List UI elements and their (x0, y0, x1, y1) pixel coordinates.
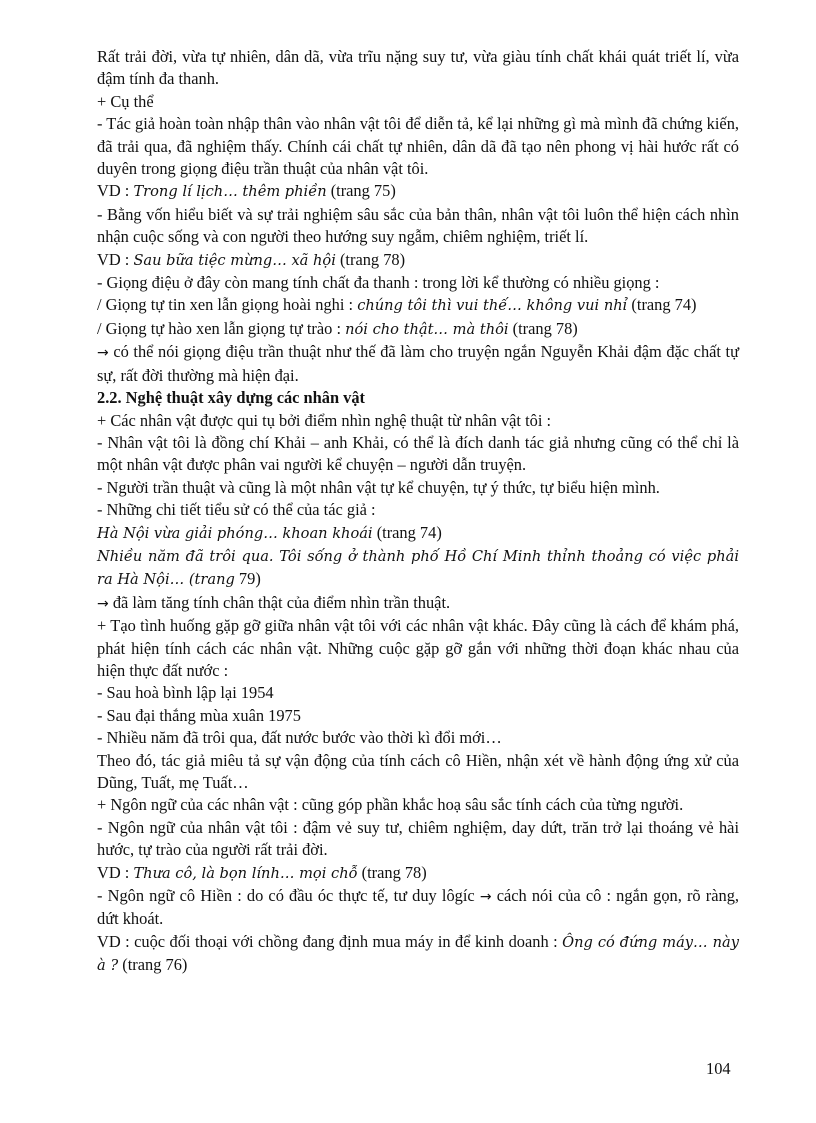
arrow-right-icon: → (97, 345, 109, 362)
quote-text: Hà Nội vừa giải phóng… khoan khoái (97, 524, 373, 542)
heading-text: 2.2. Nghệ thuật xây dựng các nhân vật (97, 388, 366, 408)
example-prefix: VD : (97, 181, 134, 201)
example-page-ref: (trang 78) (335, 249, 406, 269)
paragraph-14 (97, 477, 739, 499)
conclusion-line-2 (97, 592, 739, 615)
example-line-3 (97, 862, 739, 885)
paragraph-text: cách nói của cô : ngắn gọn, rõ ràng, dứt khoát. (97, 886, 739, 929)
example-page-ref: (trang 78) (357, 862, 427, 882)
example-page-ref: (trang 75) (326, 181, 396, 201)
voice-prefix: / Giọng tự hào xen lẫn giọng tự trào : (97, 318, 346, 338)
paragraph-text: Theo đó, tác giả miêu tả sự vận động của tính cách cô Hiền, nhận xét về hành động ứng xử của Dũng, Tuất, mẹ Tuất… (97, 750, 739, 792)
example-prefix: VD : cuộc đối thoại với chồng đang định mua máy in để kinh doanh : (97, 931, 563, 951)
arrow-right-icon: → (479, 889, 492, 906)
paragraph-22 (97, 727, 739, 749)
paragraph-text: - Sau đại thắng mùa xuân 1975 (97, 705, 301, 725)
paragraph-text: - Nhân vật tôi là đồng chí Khải – anh Khải, có thể là đích danh tác giả nhưng cũng có thể chỉ là một nhân vật được phân vai người kể chuyện – người dẫn truyện. (97, 432, 739, 475)
paragraph-25 (97, 817, 739, 862)
quote-page-ref: (trang 74) (372, 522, 442, 542)
voice-prefix: / Giọng tự tin xen lẫn giọng hoài nghi : (97, 295, 358, 315)
conclusion-line-1 (97, 341, 739, 387)
paragraph-27 (97, 885, 739, 931)
example-prefix: VD : (97, 862, 134, 882)
paragraph-3 (97, 113, 739, 180)
example-prefix: VD : (97, 249, 134, 269)
paragraph-15 (97, 499, 739, 521)
paragraph-1 (97, 46, 739, 91)
paragraph-text: - Nhiều năm đã trôi qua, đất nước bước vào thời kì đổi mới… (97, 728, 502, 748)
voice-line-1 (97, 294, 739, 317)
example-quote: Trong lí lịch… thêm phiền (133, 183, 327, 201)
arrow-right-icon: → (97, 595, 109, 612)
voice-line-2 (97, 318, 739, 341)
paragraph-24 (97, 794, 739, 816)
document-body (97, 46, 739, 978)
quote-page-ref: 79) (234, 569, 261, 589)
example-line-2 (97, 249, 739, 272)
paragraph-text: có thể nói giọng điệu trần thuật như thế đã làm cho truyện ngắn Nguyễn Khải đậm đặc chất tự sự, rất đời thường mà hiện đại. (97, 342, 739, 385)
paragraph-text: - Giọng điệu ở đây còn mang tính chất đa thanh : trong lời kể thường có nhiều giọng : (97, 273, 660, 293)
paragraph-12 (97, 410, 739, 432)
paragraph-text: - Ngôn ngữ cô Hiền : do có đầu óc thực tế, tư duy lôgíc (97, 886, 480, 906)
paragraph-13 (97, 432, 739, 477)
example-line-1 (97, 180, 739, 203)
quote-line-1 (97, 522, 739, 545)
voice-page-ref: (trang 78) (508, 318, 578, 338)
paragraph-text: + Các nhân vật được qui tụ bởi điểm nhìn nghệ thuật từ nhân vật tôi : (97, 410, 552, 430)
paragraph-text: - Ngôn ngữ của nhân vật tôi : đậm vẻ suy tư, chiêm nghiệm, day dứt, trăn trở lại thoáng vẻ hài hước, tự trào của người rất trải đời. (97, 817, 739, 860)
paragraph-5 (97, 204, 739, 249)
example-line-4 (97, 931, 739, 978)
quote-text: Nhiều năm đã trôi qua. Tôi sống ở thành phố Hồ Chí Minh thỉnh thoảng có việc phải ra Hà Nội… (trang (97, 547, 739, 589)
paragraph-21 (97, 705, 739, 727)
paragraph-text: đã làm tăng tính chân thật của điểm nhìn trần thuật. (108, 592, 451, 612)
example-quote: Ông có đứng máy… này à ? (97, 933, 739, 975)
paragraph-text: - Bằng vốn hiểu biết và sự trải nghiệm sâu sắc của bản thân, nhân vật tôi luôn thể hiện cách nhìn nhận cuộc sống và con người theo hướng suy ngẫm, chiêm nghiệm, triết lí. (97, 204, 739, 247)
quote-line-2 (97, 545, 739, 592)
paragraph-text: - Những chi tiết tiểu sử có thể của tác giả : (97, 500, 376, 520)
paragraph-19 (97, 615, 739, 682)
paragraph-text: - Tác giả hoàn toàn nhập thân vào nhân vật tôi để diễn tả, kể lại những gì mà mình đã chứng kiến, đã trải qua, đã nghiệm thấy. Chính cái chất tự nhiên, dân dã đã tạo nên phong vị hài hước rất có duyên trong giọng điệu trần thuật của nhân vật tôi. (97, 114, 739, 179)
example-quote: Thưa cô, là bọn lính… mọi chỗ (133, 864, 358, 882)
paragraph-text: + Cụ thể (97, 91, 154, 111)
paragraph-2 (97, 91, 739, 113)
example-page-ref: (trang 76) (118, 955, 188, 975)
paragraph-text: + Ngôn ngữ của các nhân vật : cũng góp phần khắc hoạ sâu sắc tính cách của từng người. (97, 795, 684, 815)
voice-page-ref: (trang 74) (627, 295, 697, 315)
voice-quote: chúng tôi thì vui thế… không vui nhỉ (357, 297, 628, 315)
paragraph-text: - Sau hoà bình lập lại 1954 (97, 683, 274, 703)
example-quote: Sau bữa tiệc mừng… xã hội (133, 251, 336, 269)
paragraph-7 (97, 272, 739, 294)
paragraph-text: + Tạo tình huống gặp gỡ giữa nhân vật tôi với các nhân vật khác. Đây cũng là cách để khám phá, phát hiện tính cách các nhân vật. Những cuộc gặp gỡ gắn với những thời đoạn khác nhau của hiện thực đất nước : (97, 616, 739, 680)
voice-quote: nói cho thật… mà thôi (345, 320, 509, 338)
section-heading (97, 387, 739, 409)
paragraph-20 (97, 682, 739, 704)
paragraph-text: Rất trải đời, vừa tự nhiên, dân dã, vừa trĩu nặng suy tư, vừa giàu tính chất khái quát triết lí, vừa đậm tính đa thanh. (97, 47, 739, 89)
page-number: 104 (706, 1059, 731, 1078)
paragraph-23 (97, 750, 739, 795)
paragraph-text: - Người trần thuật và cũng là một nhân vật tự kể chuyện, tự ý thức, tự biểu hiện mình. (97, 477, 660, 497)
